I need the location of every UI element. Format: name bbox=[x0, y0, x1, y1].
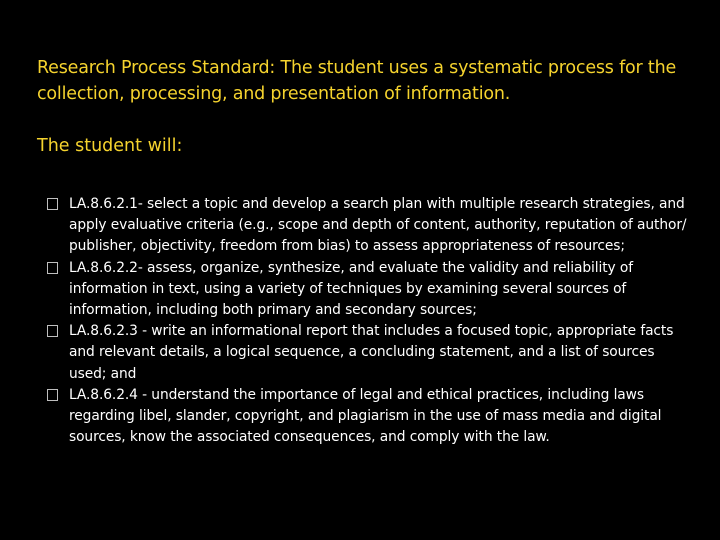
list-item-text: LA.8.6.2.3 - write an informational report that includes a focused topic, appropriate facts and relevant details, a logical sequence, a concluding statement, and a list of sources used; and bbox=[69, 323, 674, 382]
list-item bbox=[0, 321, 687, 385]
bullet-icon bbox=[47, 389, 58, 401]
bullet-icon bbox=[47, 198, 58, 210]
list-item-text: LA.8.6.2.1- select a topic and develop a search plan with multiple research strategies, and apply evaluative criteria (e.g., scope and depth of content, authority, reputation of author/ publisher, objectivity, freedom from bias) to assess appropriateness of resources; bbox=[69, 196, 687, 255]
slide-title: Research Process Standard: The student uses a systematic process for the collection, processing, and presentation of information. bbox=[37, 58, 677, 104]
bullet-icon bbox=[47, 325, 58, 337]
list-item-text: LA.8.6.2.4 - understand the importance of legal and ethical practices, including laws regarding libel, slander, copyright, and plagiarism in the use of mass media and digital sources, know the associated consequences, and comply with the law. bbox=[69, 386, 662, 446]
bullet-icon bbox=[47, 262, 58, 274]
list-item bbox=[0, 194, 687, 258]
list-item bbox=[0, 258, 687, 322]
list-item-text: LA.8.6.2.2- assess, organize, synthesize, and evaluate the validity and reliability of information in text, using a variety of techniques by examining several sources of information, including both primary and secondary sources; bbox=[69, 259, 633, 319]
slide-subtitle: The student will: bbox=[37, 136, 183, 156]
bullet-list bbox=[0, 194, 687, 448]
list-item bbox=[0, 385, 687, 449]
